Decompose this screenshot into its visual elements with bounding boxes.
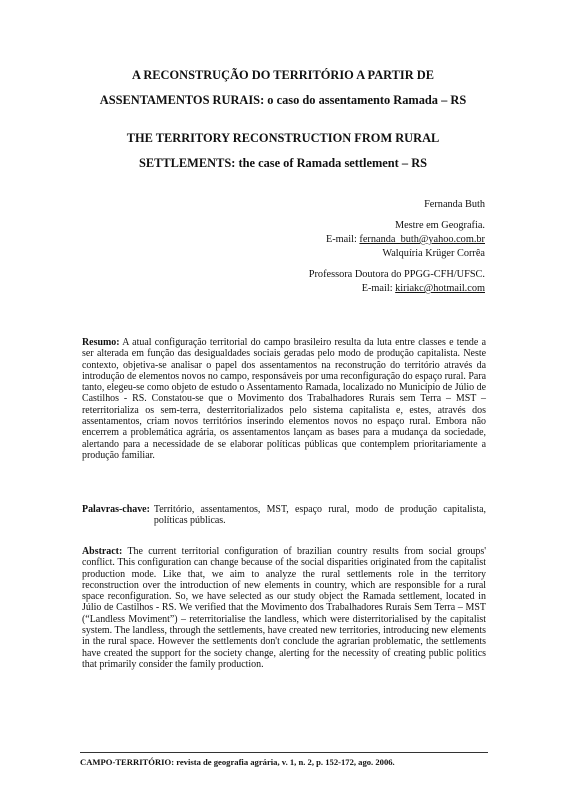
author-spacer [309,261,485,268]
title-pt-line-1: A RECONSTRUÇÃO DO TERRITÓRIO A PARTIR DE [131,68,435,82]
email-label: E-mail: [325,234,357,245]
footer-divider [80,752,488,753]
keywords-label: Palavras-chave: [82,504,150,515]
email-label: E-mail: [361,283,393,294]
resumo-paragraph [82,337,486,461]
author-email-line [326,233,485,247]
author-name: Walquíria Krüger Corrêa [382,248,485,259]
author-1 [326,198,485,247]
author-2 [309,247,485,296]
author-email-link[interactable]: kiriakc@hotmail.com [395,283,485,294]
resumo-label: Resumo: [82,337,120,348]
abstract-label: Abstract: [82,546,123,557]
title-english [60,126,506,176]
title-portuguese [60,63,506,113]
author-email-link[interactable]: fernanda_buth@yahoo.com.br [359,234,485,245]
title-en-line-2: SETTLEMENTS: the case of Ramada settlement – RS [138,156,428,170]
footer-citation: CAMPO-TERRITÓRIO: revista de geografia agrária, v. 1, n. 2, p. 152-172, ago. 2006. [80,757,395,767]
abstract-paragraph [82,546,486,670]
author-spacer [326,212,485,219]
keywords [82,504,486,527]
title-pt-line-2: ASSENTAMENTOS RURAIS: o caso do assentamento Ramada – RS [99,93,467,107]
author-name: Fernanda Buth [424,199,485,210]
author-email-line [309,282,485,296]
resumo-text: A atual configuração territorial do campo brasileiro resulta da luta entre classes e tende a ser alterada em função das desigualdades sociais geradas pelo modo de produção capitalista. Neste contexto, objetiva-se analisar o papel dos assentamentos na reconstrução do território através da introdução de elementos novos no campo, responsáveis por uma reconfiguração do espaço rural. Para tanto, elegeu-se como objeto de estudo o Assentamento Ramada, localizado no Município de Júlio de Castilhos - RS. Constatou-se que o Movimento dos Trabalhadores Rurais sem Terra – MST – reterritorializa os sem-terra, desterritorializados pelo sistema capitalista e, estes, através dos assentamentos, criam novos territórios inserindo elementos novos no espaço rural. Embora não encerrem a problemática agrária, os assentamentos lançam as bases para a mudança da sociedade, alertando para a necessidade de se elaborar políticas públicas que contemplem prioritariamente a produção familiar. [82,337,486,461]
author-role: Professora Doutora do PPGG-CFH/UFSC. [308,269,485,280]
author-role: Mestre em Geografia. [394,220,485,231]
keywords-text: Território, assentamentos, MST, espaço rural, modo de produção capitalista, políticas públicas. [153,504,486,527]
title-en-line-1: THE TERRITORY RECONSTRUCTION FROM RURAL [126,131,440,145]
abstract-text: The current territorial configuration of brazilian country results from social groups' conflict. This configuration can change because of the social disparities originated from the capitalist production mode. Like that, we aim to analyze the rural settlements role in the territory reconstruction over the introduction of new elements in country, which are responsible for a rural space reconfiguration. So, we have selected as our study object the Ramada settlement, located in Júlio de Castilhos - RS. We verified that the Movimento dos Trabalhadores Rurais Sem Terra – MST (“Landless Moviment”) – reterritorialise the landless, which were disterritorialised by the capitalist system. The landless, through the settlements, have created new territories, introducing new elements in the rural space. However the settlements don't conclude the agrarian problematic, the settlements have created the support for the society change, alerting for the necessity of creating public politics that primarily consider the family production. [82,546,487,670]
